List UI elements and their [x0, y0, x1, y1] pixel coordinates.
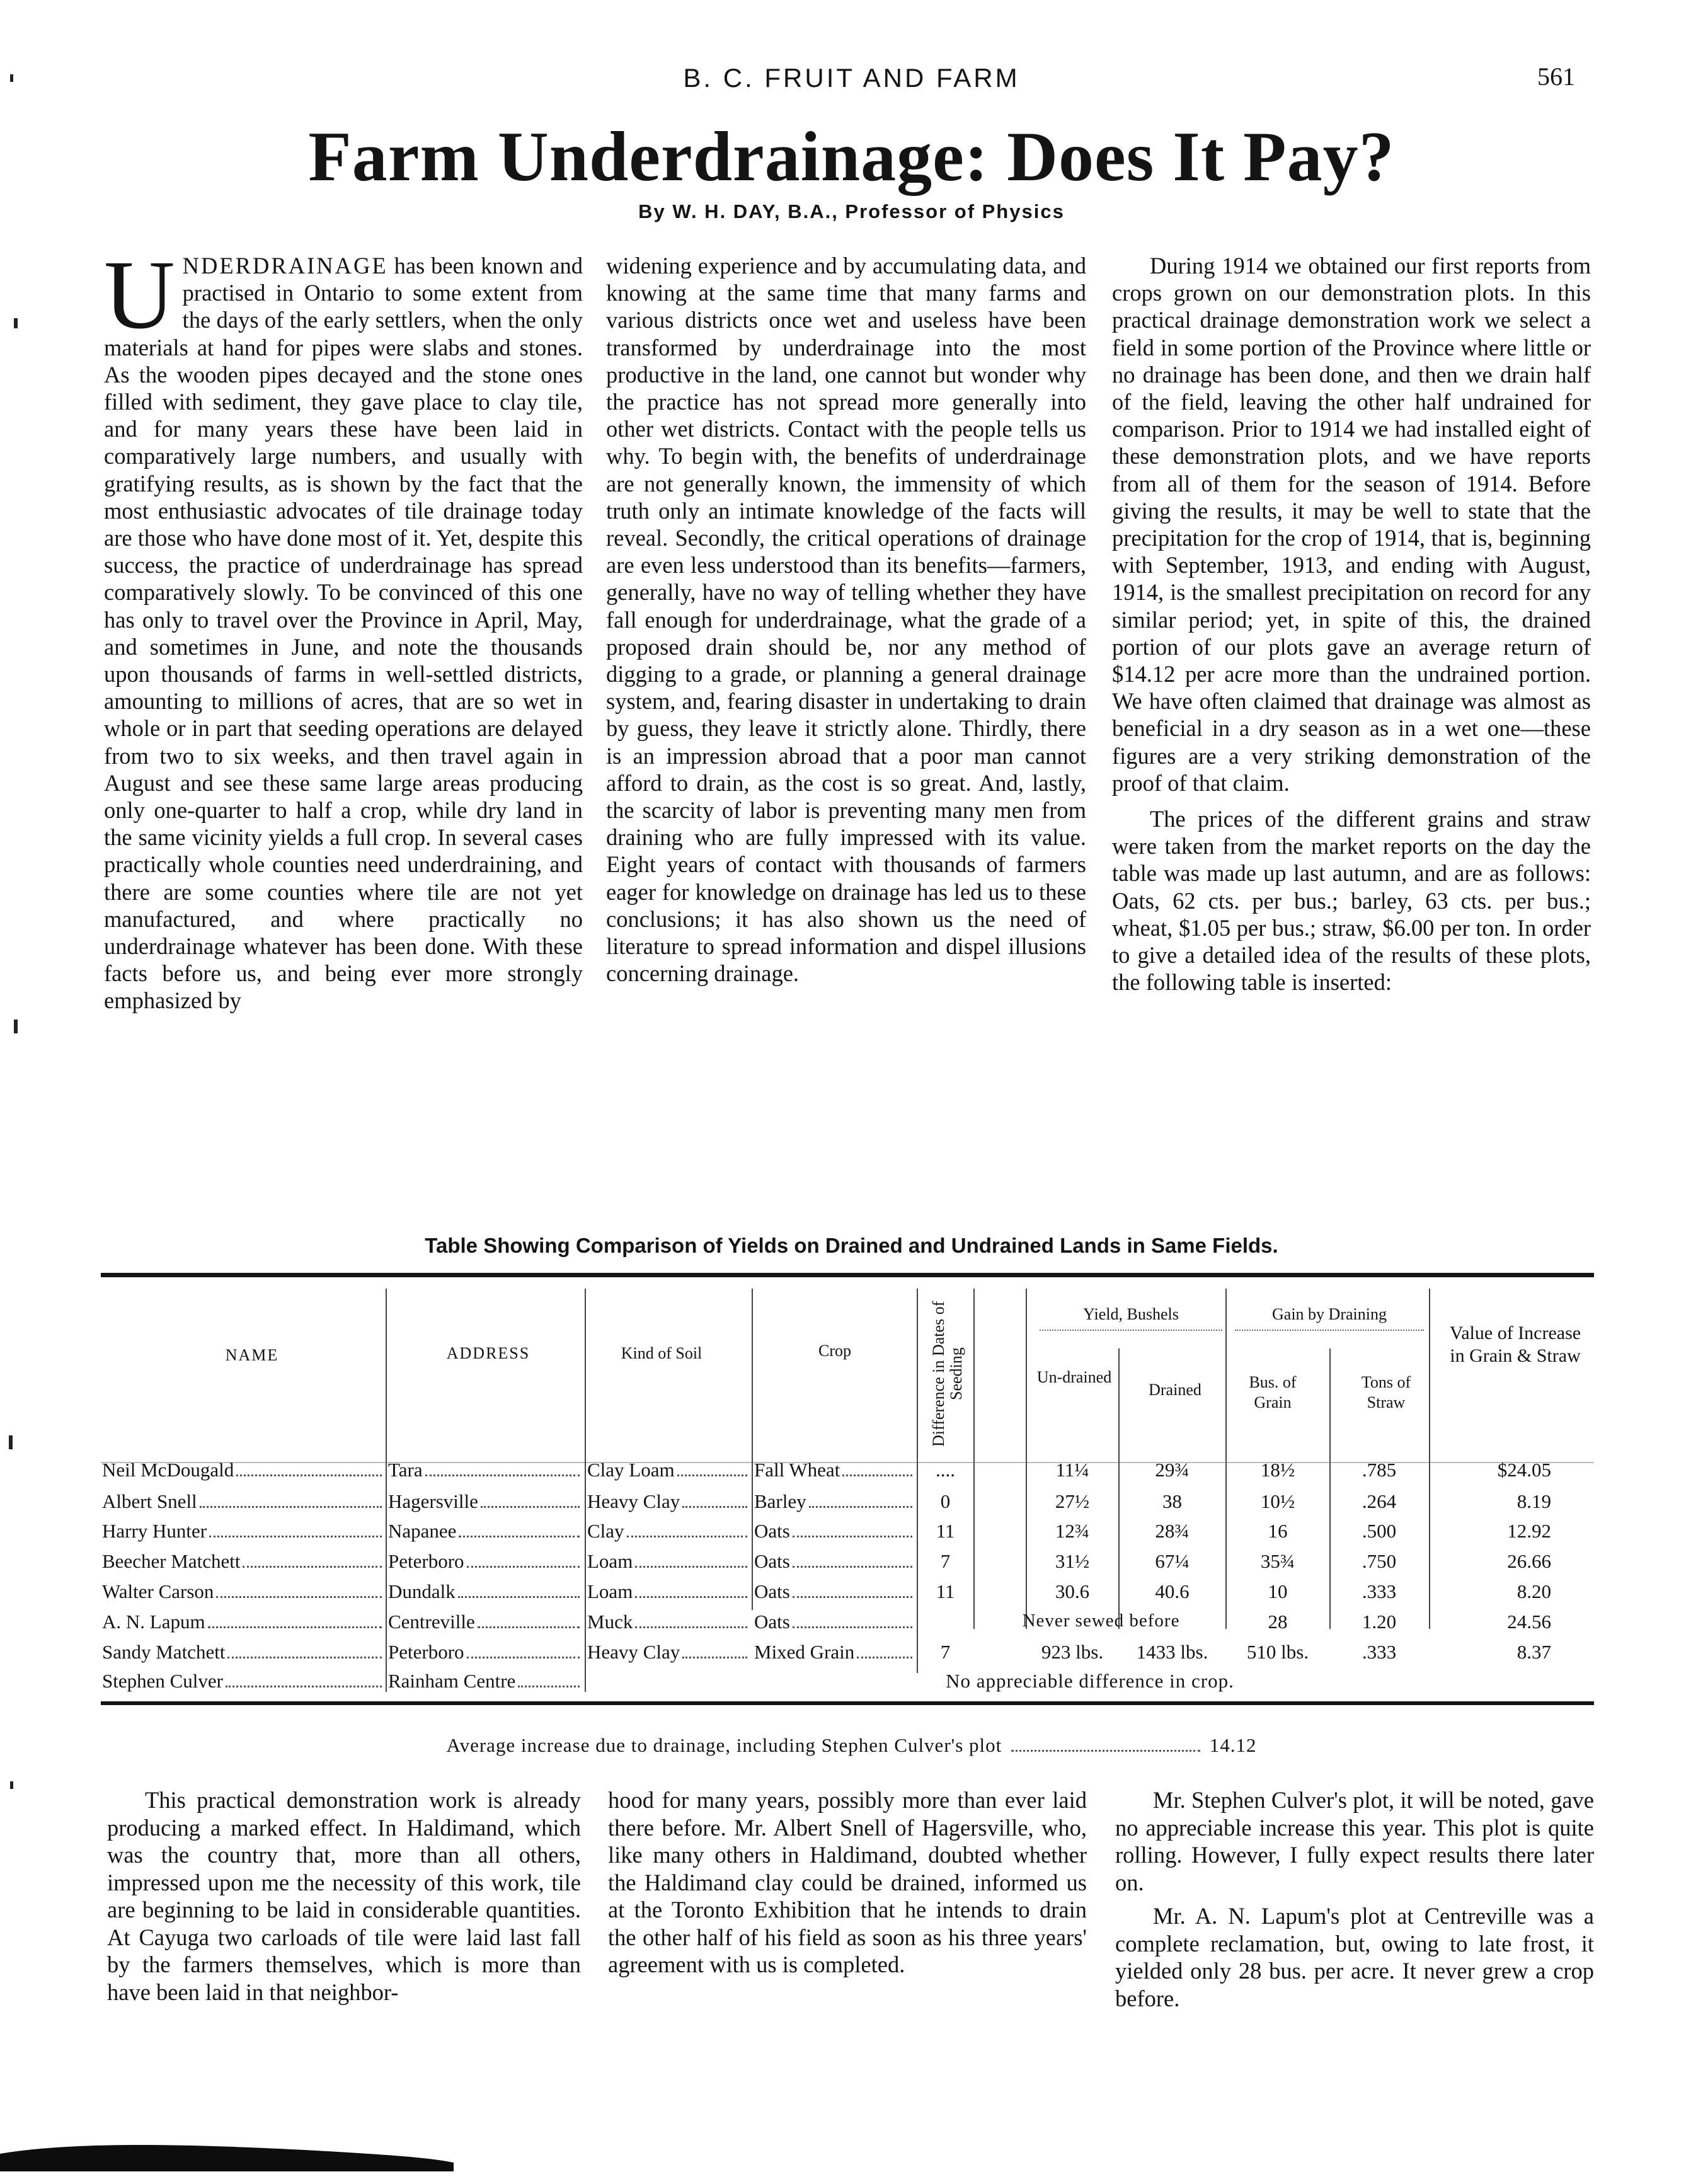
leader-dots	[243, 1566, 382, 1568]
cell-crop	[754, 1490, 915, 1513]
col-rule-9	[1329, 1348, 1331, 1629]
cell-bus-grain: 10	[1268, 1580, 1288, 1602]
cell-seeding: ....	[936, 1459, 955, 1481]
cell-seeding: 7	[940, 1641, 951, 1663]
cell-text: Napanee	[388, 1520, 457, 1542]
closing-paragraph-1: This practical demonstration work is already producing a marked effect. In Haldimand, which was the country that, more than all others, impressed upon me the necessity of this work, tile are beginning to be laid in considerable quantities. At Cayuga two carloads of tile were laid last fall by the farmers themselves, which is more than have been laid in that neighbor-	[107, 1787, 581, 2005]
leader-dots	[481, 1506, 580, 1508]
average-label: Average increase due to drainage, including Stephen Culver's plot	[446, 1734, 1002, 1756]
cell-text: Rainham Centre	[388, 1670, 516, 1692]
cell-text: Loam	[587, 1550, 633, 1572]
cell-text: A. N. Lapum	[102, 1611, 205, 1633]
cell-bus-grain: 35¾	[1260, 1550, 1295, 1572]
cell-name	[102, 1670, 384, 1693]
cell-bus-grain: 28	[1268, 1611, 1288, 1633]
header-soil: Kind of Soil	[621, 1344, 702, 1362]
cell-crop	[754, 1520, 915, 1543]
cell-text: Barley	[754, 1490, 806, 1512]
closing-paragraph-3: Mr. Stephen Culver's plot, it will be noted, gave no appreciable increase this year. This plot is quite rolling. However, I fully expect results there later on.	[1115, 1787, 1594, 1895]
cell-seeding: 11	[936, 1580, 955, 1602]
cell-address	[388, 1641, 582, 1664]
cell-text: Tara	[388, 1459, 423, 1481]
scan-edge-mark	[9, 1435, 13, 1449]
scan-edge-mark	[14, 1020, 18, 1033]
col-rule-6	[1026, 1289, 1027, 1629]
closing-column-1	[107, 1786, 581, 2006]
page-number: 561	[1537, 62, 1575, 91]
closing-paragraph-2: hood for many years, possibly more than ever laid there before. Mr. Albert Snell of Hagersville, who, like many others in Haldimand, doubted whether the Haldimand clay could be drained, informed us at the Toronto Exhibition that he intends to drain the other half of his field as soon as his three years' agreement with us is completed.	[608, 1787, 1087, 1977]
drop-cap: U	[104, 240, 175, 349]
intro-column-1	[104, 240, 583, 1014]
cell-tons-straw: .500	[1362, 1520, 1397, 1542]
cell-text: Centreville	[388, 1611, 475, 1633]
intro-column-2	[606, 252, 1086, 987]
cell-address	[388, 1550, 582, 1573]
cell-text: Oats	[754, 1611, 790, 1633]
average-line	[0, 1734, 1703, 1757]
leader-dots	[793, 1566, 912, 1568]
header-yield-group: Yield, Bushels	[1083, 1305, 1179, 1323]
cell-address	[388, 1580, 582, 1603]
cell-address	[388, 1611, 582, 1633]
row-span-note: No appreciable difference in crop.	[946, 1670, 1234, 1692]
cell-drained: 29¾	[1155, 1459, 1190, 1481]
average-dots	[1011, 1750, 1200, 1752]
cell-text: Sandy Matchett	[102, 1641, 226, 1663]
cell-address	[388, 1670, 582, 1693]
leader-dots	[478, 1626, 580, 1628]
closing-column-3	[1115, 1786, 1594, 2012]
cell-text: Clay Loam	[587, 1459, 675, 1481]
cell-text: Muck	[587, 1611, 633, 1633]
cell-seeding: 11	[936, 1520, 955, 1542]
leader-dots	[200, 1506, 382, 1508]
cell-crop	[754, 1641, 915, 1664]
table-top-rule	[101, 1273, 1594, 1277]
cell-text: Mixed Grain	[754, 1641, 855, 1663]
header-undrained: Un-drained	[1036, 1368, 1112, 1386]
cell-soil	[587, 1550, 750, 1573]
cell-crop	[754, 1550, 915, 1573]
intro-paragraph-3: During 1914 we obtained our first reports from crops grown on our demonstration plots. In this practical drainage demonstration work we select a field in some portion of the Province where little or no drainage has been done, and then we drain half of the field, leaving the other half undrained for comparison. Prior to 1914 we had installed eight of these demonstration plots, and we have reports from all of them for the season of 1914. Before giving the results, it may be well to state that the precipitation for the crop of 1914, that is, beginning with September, 1913, and ending with August, 1914, is the smallest precipitation on record for any similar period; yet, in spite of this, the drained portion of our plots gave an average return of $14.12 per acre more than the undrained portion. We have often claimed that drainage was almost as beneficial in a dry season as in a wet one—these figures are a very striking demonstration of the proof of that claim.	[1112, 253, 1591, 796]
cell-text: Heavy Clay	[587, 1641, 680, 1663]
header-name: NAME	[225, 1346, 279, 1364]
byline: By W. H. DAY, B.A., Professor of Physics	[638, 200, 1065, 222]
cell-drained: 1433 lbs.	[1136, 1641, 1208, 1663]
cell-bus-grain: 18½	[1260, 1459, 1295, 1481]
cell-tons-straw: 1.20	[1362, 1611, 1397, 1633]
cell-undrained: 27½	[1055, 1490, 1090, 1512]
scan-edge-mark	[14, 318, 18, 328]
cell-undrained: 31½	[1055, 1550, 1090, 1572]
cell-soil	[587, 1641, 750, 1664]
cell-name	[102, 1490, 384, 1513]
cell-text: Oats	[754, 1550, 790, 1572]
leader-dots	[467, 1566, 580, 1568]
col-rule-3	[752, 1289, 753, 1610]
closing-column-2	[608, 1786, 1087, 1979]
cell-soil	[587, 1459, 750, 1481]
cell-value: 8.20	[1517, 1580, 1551, 1602]
cell-text: Stephen Culver	[102, 1670, 223, 1692]
leader-dots	[236, 1474, 382, 1476]
cell-seeding: 0	[940, 1490, 951, 1512]
table-bottom-rule	[101, 1701, 1594, 1705]
cell-crop	[754, 1459, 915, 1481]
cell-name	[102, 1580, 384, 1603]
header-value: Value of Increase in Grain & Straw	[1449, 1323, 1581, 1366]
cell-text: Neil McDougald	[102, 1459, 234, 1481]
cell-soil	[587, 1611, 750, 1633]
col-rule-10	[1429, 1289, 1430, 1629]
cell-crop	[754, 1611, 915, 1633]
leader-dots	[842, 1474, 912, 1476]
cell-bus-grain: 16	[1268, 1520, 1288, 1542]
col-rule-8	[1225, 1289, 1227, 1629]
leader-dots	[226, 1686, 382, 1687]
cell-undrained: 30.6	[1055, 1580, 1090, 1602]
cell-tons-straw: .785	[1362, 1459, 1397, 1481]
cell-bus-grain: 10½	[1260, 1490, 1295, 1512]
cell-drained: 38	[1162, 1490, 1182, 1512]
cell-text: Dundalk	[388, 1580, 456, 1602]
intro-paragraph-4: The prices of the different grains and straw were taken from the market reports on the day the table was made up last autumn, and are as follows: Oats, 62 cts. per bus.; barley, 63 cts. per bus.; wheat, $1.05 per bus.; straw, $6.00 per ton. In order to give a detailed idea of the results of these plots, the following table is inserted:	[1112, 806, 1591, 996]
leader-dots	[635, 1566, 747, 1568]
cell-text: Harry Hunter	[102, 1520, 207, 1542]
leader-dots	[216, 1596, 382, 1598]
header-address: ADDRESS	[446, 1344, 530, 1362]
intro-paragraph-1	[104, 240, 583, 1014]
intro-paragraph-2: widening experience and by accumulating data, and knowing at the same time that many farms and various districts once wet and useless have been transformed by underdrainage into the most productive in the land, one cannot but wonder why the practice has not spread more generally into other wet districts. Contact with the people tells us why. To begin with, the benefits of underdrainage are not generally known, the immensity of which truth only an intimate knowledge of the facts will reveal. Secondly, the critical operations of drainage are even less understood than its benefits—farmers, generally, have no way of telling whether they have fall enough for underdrainage, what the grade of a proposed drain should be, nor any method of digging to a grade, or planning a general drainage system, and, fearing disaster in undertaking to drain by guess, they leave it strictly alone. Thirdly, there is an impression abroad that a poor man cannot afford to drain, as the cost is so great. And, lastly, the scarcity of labor is preventing many men from draining who are fully impressed with its value. Eight years of contact with thousands of farmers eager for knowledge on drainage has led us to these conclusions; it has also shown us the need of literature to spread information and dispel illusions concerning drainage.	[606, 253, 1086, 987]
row-span-note: Never sewed before	[1022, 1611, 1180, 1631]
table-title: Table Showing Comparison of Yields on Drained and Undrained Lands in Same Fields.	[425, 1234, 1278, 1257]
leader-dots	[208, 1626, 382, 1628]
gain-group-rule	[1235, 1330, 1424, 1331]
leader-dots	[459, 1536, 580, 1537]
cell-value: 26.66	[1507, 1550, 1551, 1572]
cell-address	[388, 1459, 582, 1481]
publication-header: B. C. FRUIT AND FARM	[683, 63, 1020, 93]
cell-value: 12.92	[1507, 1520, 1551, 1542]
scan-edge-mark	[10, 74, 13, 82]
cell-text: Oats	[754, 1580, 790, 1602]
leader-dots	[458, 1596, 580, 1598]
cell-value: $24.05	[1497, 1459, 1551, 1481]
cell-bus-grain: 510 lbs.	[1246, 1641, 1309, 1663]
intro-text-1: has been known and practised in Ontario to some extent from the days of the early settlers, when the only materials at hand for pipes were slabs and stones. As the wooden pipes decayed and the stone ones filled with sediment, they gave place to clay tile, and for many years these have been laid in comparatively large numbers, and usually with gratifying results, as is shown by the fact that the most enthusiastic advocates of tile drainage today are those who have done most of it. Yet, despite this success, the practice of underdrainage has spread comparatively slowly. To be convinced of this one has only to travel over the Province in April, May, and sometimes in June, and note the thousands upon thousands of farms in well-settled districts, amounting to millions of acres, that are so wet in whole or in part that seeding operations are delayed from two to six weeks, and then travel again in August and see these same large areas producing only one-quarter to half a crop, while dry land in the same vicinity yields a full crop. In several cases practically whole counties need underdraining, and there are some counties where tile are not yet manufactured, and where practically no underdrainage whatever has been done. With these facts before us, and being ever more strongly emphasized by	[104, 253, 583, 1014]
leader-dots	[677, 1474, 747, 1476]
leader-dots	[627, 1536, 747, 1537]
header-gain-group: Gain by Draining	[1272, 1305, 1387, 1323]
header-bus-grain: Bus. of Grain	[1249, 1373, 1297, 1411]
cell-tons-straw: .333	[1362, 1641, 1397, 1663]
cell-name	[102, 1641, 384, 1664]
cell-crop	[754, 1580, 915, 1603]
leader-dots	[793, 1626, 912, 1628]
leader-dots	[809, 1506, 912, 1508]
col-rule-5	[973, 1289, 975, 1629]
leader-dots	[682, 1506, 747, 1508]
cell-seeding: 7	[940, 1550, 951, 1572]
article-title: Farm Underdrainage: Does It Pay?	[308, 118, 1395, 196]
cell-name	[102, 1520, 384, 1543]
cell-text: Peterboro	[388, 1641, 464, 1663]
cell-name	[102, 1550, 384, 1573]
col-rule-1	[386, 1289, 387, 1692]
cell-text: Clay	[587, 1520, 624, 1542]
cell-tons-straw: .750	[1362, 1550, 1397, 1572]
leader-dots	[227, 1657, 382, 1658]
cell-undrained: 12¾	[1055, 1520, 1090, 1542]
cell-text: Heavy Clay	[587, 1490, 680, 1512]
col-rule-2	[585, 1289, 586, 1692]
leader-dots	[857, 1657, 912, 1658]
closing-paragraph-4: Mr. A. N. Lapum's plot at Centreville was a complete reclamation, but, owing to late frost, it yielded only 28 bus. per acre. It never grew a crop before.	[1115, 1903, 1594, 2011]
cell-text: Fall Wheat	[754, 1459, 840, 1481]
col-rule-4	[917, 1289, 918, 1673]
cell-name	[102, 1611, 384, 1633]
scan-edge-mark	[10, 1781, 13, 1789]
leader-dots	[425, 1474, 580, 1476]
cell-address	[388, 1490, 582, 1513]
header-drained: Drained	[1149, 1381, 1201, 1399]
cell-drained: 40.6	[1155, 1580, 1190, 1602]
leader-dots	[635, 1596, 747, 1598]
header-tons-straw: Tons of Straw	[1361, 1373, 1411, 1411]
scan-ink-strip	[0, 2135, 454, 2171]
col-rule-7	[1118, 1348, 1120, 1629]
cell-name	[102, 1459, 384, 1481]
cell-text: Peterboro	[388, 1550, 464, 1572]
cell-undrained: 923 lbs.	[1041, 1641, 1104, 1663]
cell-drained: 67¼	[1155, 1550, 1190, 1572]
cell-text: Albert Snell	[102, 1490, 197, 1512]
cell-drained: 28¾	[1155, 1520, 1190, 1542]
header-crop: Crop	[818, 1342, 851, 1360]
leader-dots	[467, 1657, 580, 1658]
cell-text: Hagersville	[388, 1490, 478, 1512]
leader-dots	[682, 1657, 747, 1658]
cell-text: Oats	[754, 1520, 790, 1542]
cell-soil	[587, 1490, 750, 1513]
leader-dots	[635, 1626, 747, 1628]
leader-dots	[518, 1686, 580, 1687]
yield-group-rule	[1040, 1330, 1222, 1331]
cell-address	[388, 1520, 582, 1543]
cell-tons-straw: .333	[1362, 1580, 1397, 1602]
lead-word: NDERDRAINAGE	[182, 253, 388, 279]
cell-soil	[587, 1520, 750, 1543]
intro-column-3	[1112, 252, 1591, 996]
cell-value: 24.56	[1507, 1611, 1551, 1633]
cell-value: 8.19	[1517, 1490, 1551, 1512]
cell-text: Loam	[587, 1580, 633, 1602]
cell-undrained: 11¼	[1055, 1459, 1089, 1481]
leader-dots	[793, 1536, 912, 1537]
cell-soil	[587, 1580, 750, 1603]
cell-tons-straw: .264	[1362, 1490, 1397, 1512]
leader-dots	[209, 1536, 382, 1537]
leader-dots	[793, 1596, 912, 1598]
average-value: 14.12	[1209, 1734, 1257, 1756]
header-seeding: Difference in Dates of Seeding	[929, 1301, 965, 1447]
cell-text: Beecher Matchett	[102, 1550, 241, 1572]
cell-text: Walter Carson	[102, 1580, 214, 1602]
cell-value: 8.37	[1517, 1641, 1551, 1663]
